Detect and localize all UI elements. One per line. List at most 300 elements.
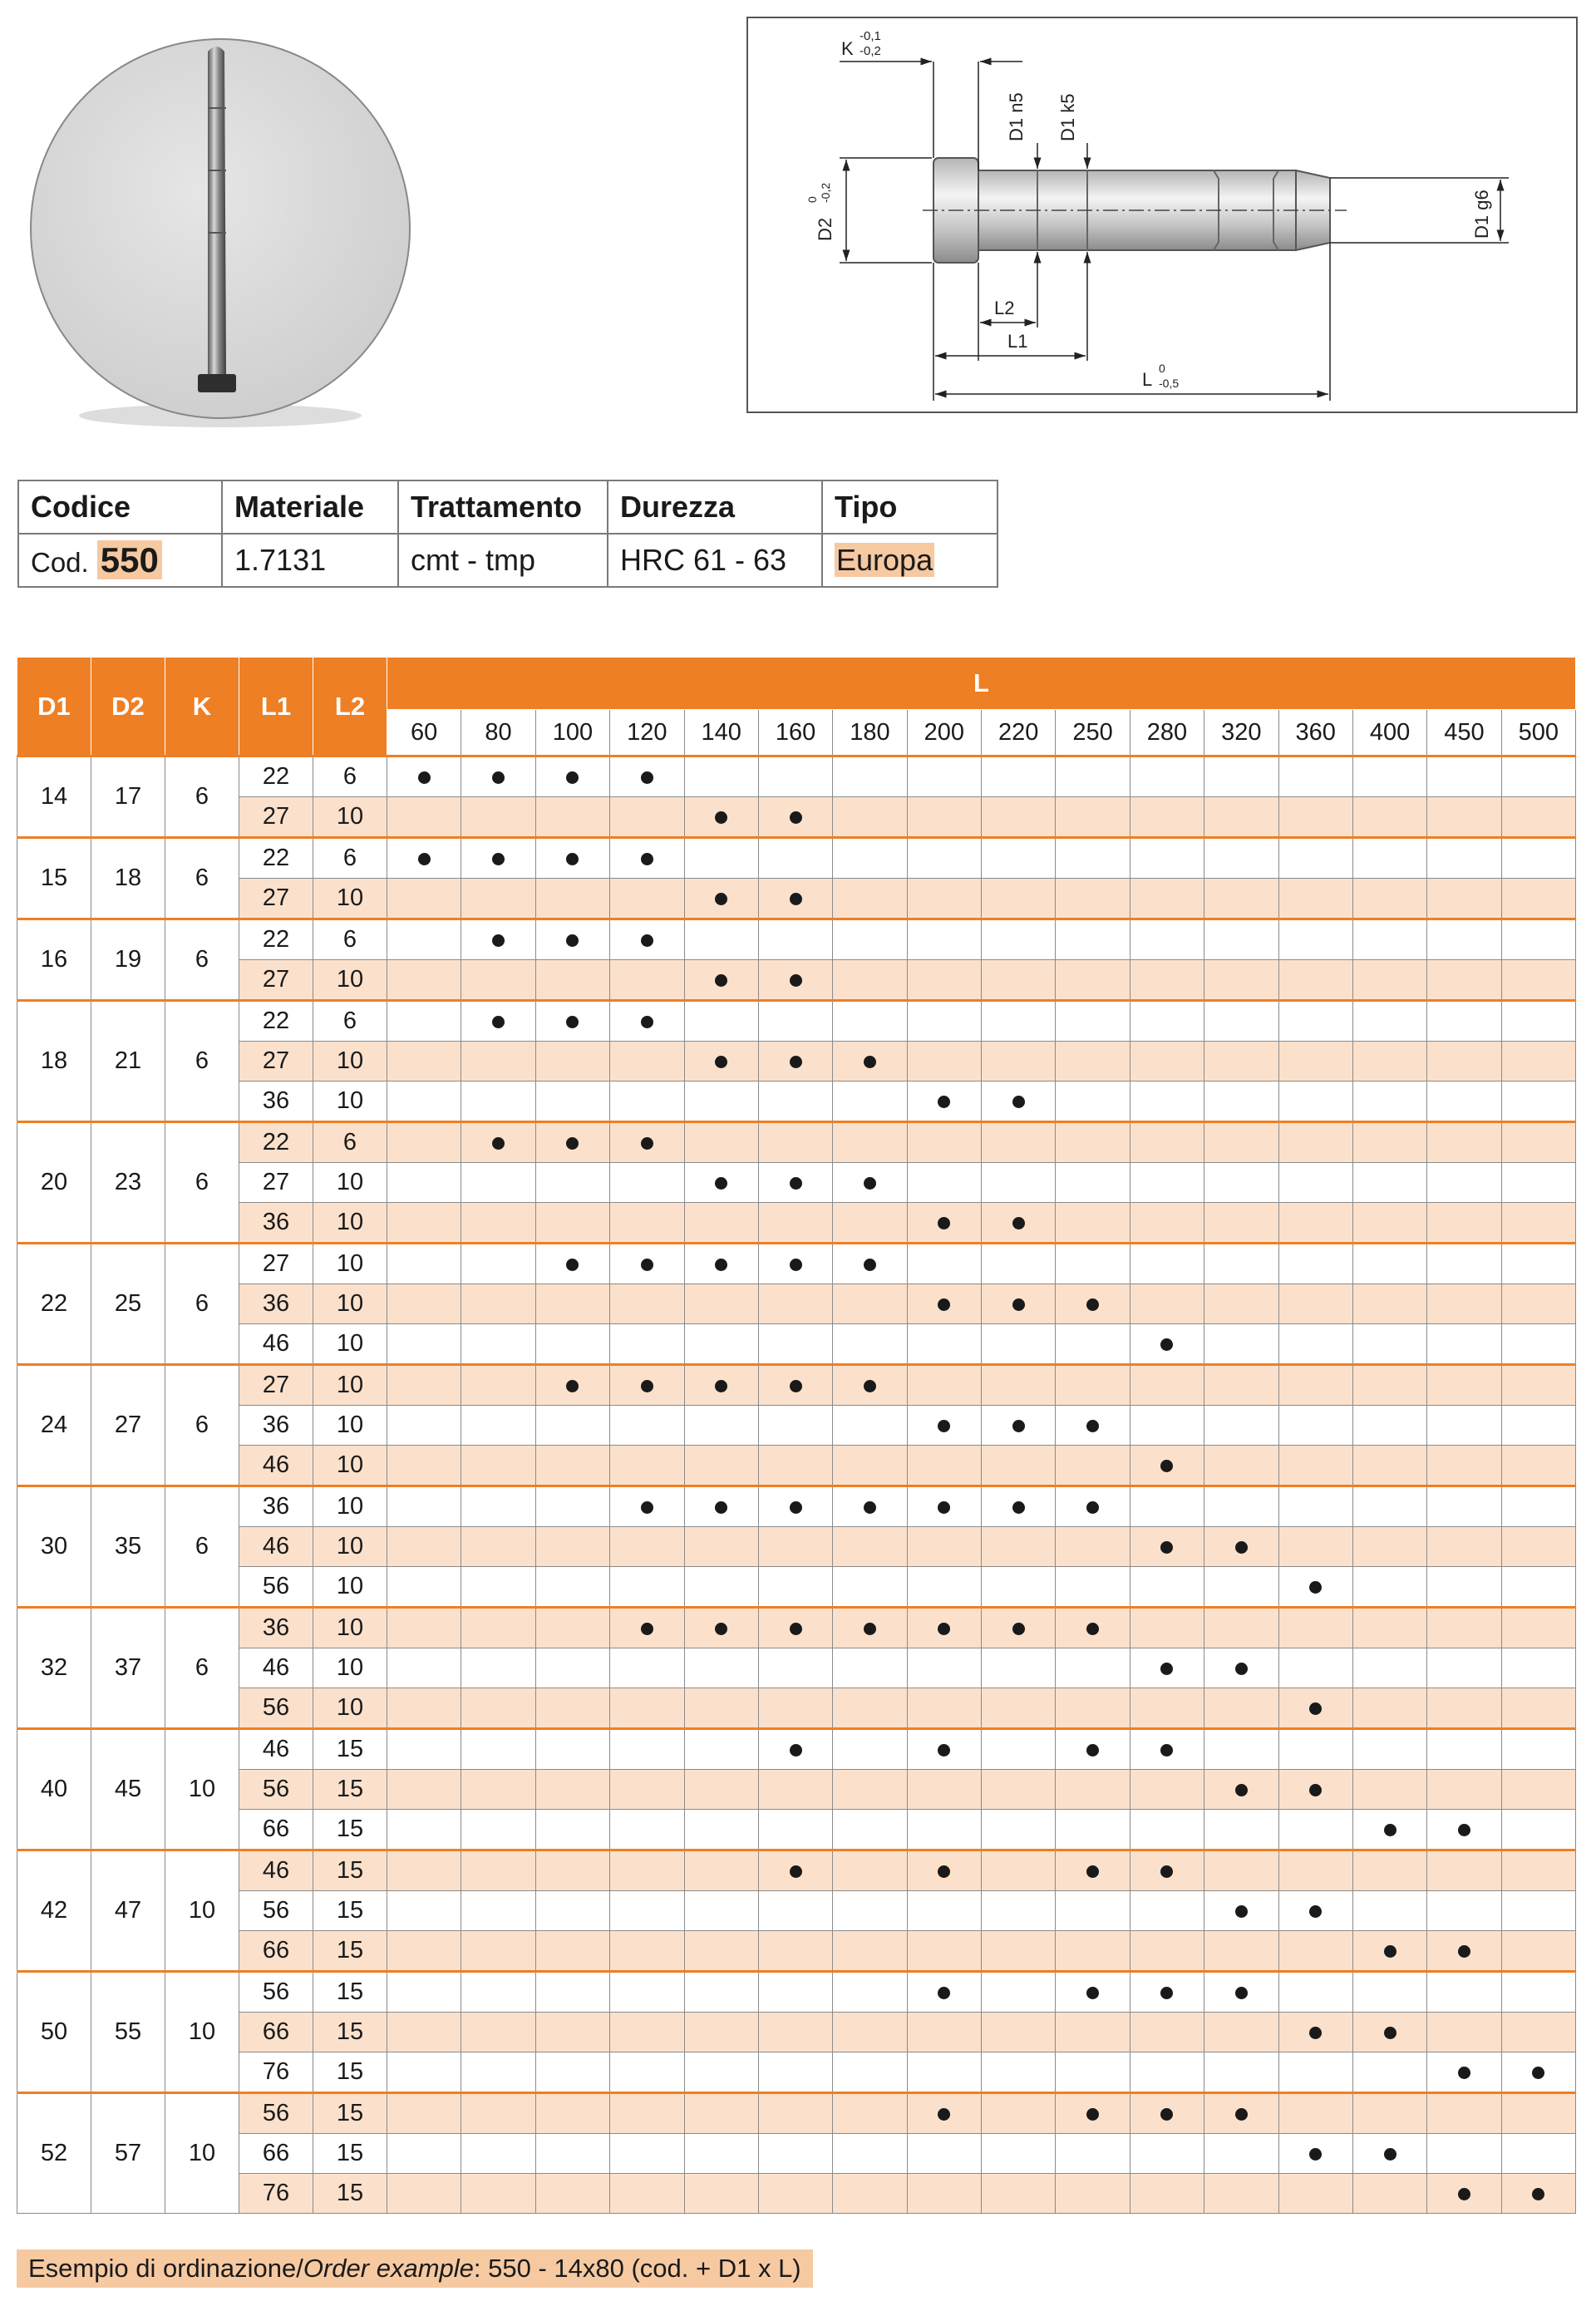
availability-cell	[684, 1244, 758, 1284]
d1-g6-label: D1 g6	[1471, 190, 1492, 239]
availability-cell	[982, 1850, 1056, 1891]
availability-cell	[387, 960, 461, 1001]
availability-cell	[1056, 1486, 1130, 1527]
availability-dot	[1160, 1987, 1173, 1999]
l-value-header: 220	[982, 710, 1056, 756]
availability-dot	[492, 1137, 505, 1150]
availability-cell	[1278, 1406, 1352, 1446]
cell-k: 10	[165, 2093, 239, 2214]
availability-cell	[610, 1810, 684, 1850]
availability-cell	[1278, 1729, 1352, 1770]
l-value-header: 180	[833, 710, 907, 756]
availability-cell	[387, 797, 461, 838]
availability-cell	[610, 1324, 684, 1365]
availability-dot	[492, 853, 505, 865]
availability-cell	[833, 1810, 907, 1850]
availability-cell	[1130, 2174, 1204, 2214]
availability-cell	[535, 960, 609, 1001]
availability-cell	[833, 1972, 907, 2013]
availability-cell	[982, 1082, 1056, 1122]
d1-n5-label: D1 n5	[1006, 92, 1027, 141]
availability-cell	[1278, 1244, 1352, 1284]
cell-l1: 56	[239, 1770, 313, 1810]
availability-cell	[610, 1608, 684, 1648]
cell-l2: 10	[313, 1688, 387, 1729]
cell-k: 6	[165, 1122, 239, 1244]
availability-cell	[758, 1122, 832, 1163]
availability-cell	[1501, 1608, 1575, 1648]
availability-cell	[1427, 1688, 1501, 1729]
availability-dot	[790, 1865, 802, 1878]
availability-cell	[1427, 1122, 1501, 1163]
availability-cell	[387, 1001, 461, 1042]
availability-cell	[535, 756, 609, 797]
availability-dot	[566, 1016, 579, 1028]
cell-l1: 27	[239, 1365, 313, 1406]
availability-dot	[641, 853, 653, 865]
availability-cell	[1204, 1163, 1278, 1203]
cell-l2: 10	[313, 1163, 387, 1203]
cell-l2: 10	[313, 1446, 387, 1486]
availability-cell	[461, 1203, 535, 1244]
availability-cell	[684, 1810, 758, 1850]
availability-cell	[684, 1850, 758, 1891]
availability-cell	[387, 1891, 461, 1931]
col-header-l2: L2	[313, 658, 387, 756]
availability-cell	[1427, 1082, 1501, 1122]
table-row	[17, 879, 1576, 919]
availability-cell	[1204, 1284, 1278, 1324]
availability-cell	[833, 1931, 907, 1972]
d2-label: D2	[815, 217, 835, 241]
availability-cell	[907, 1365, 981, 1406]
table-row	[17, 1608, 1576, 1648]
availability-cell	[982, 879, 1056, 919]
availability-cell	[461, 1486, 535, 1527]
l-value-header: 160	[758, 710, 832, 756]
availability-cell	[1501, 2134, 1575, 2174]
availability-cell	[907, 1122, 981, 1163]
availability-cell	[1056, 756, 1130, 797]
availability-cell	[982, 1001, 1056, 1042]
availability-cell	[982, 1527, 1056, 1567]
availability-cell	[1130, 1688, 1204, 1729]
availability-cell	[1501, 797, 1575, 838]
availability-cell	[610, 1082, 684, 1122]
availability-cell	[1278, 1284, 1352, 1324]
cell-l2: 15	[313, 1729, 387, 1770]
availability-cell	[461, 1365, 535, 1406]
availability-cell	[684, 1648, 758, 1688]
availability-dot	[1458, 1824, 1470, 1836]
availability-cell	[1427, 1486, 1501, 1527]
l-value-header: 120	[610, 710, 684, 756]
cell-l1: 56	[239, 2093, 313, 2134]
availability-cell	[1130, 1648, 1204, 1688]
availability-dot	[566, 1380, 579, 1392]
availability-cell	[907, 1850, 981, 1891]
availability-cell	[1501, 879, 1575, 919]
code-prefix: Cod.	[31, 547, 89, 578]
availability-cell	[1501, 960, 1575, 1001]
availability-dot	[1012, 1217, 1025, 1229]
table-row	[17, 2134, 1576, 2174]
availability-cell	[1352, 1446, 1426, 1486]
availability-cell	[387, 756, 461, 797]
availability-cell	[907, 879, 981, 919]
availability-cell	[610, 1567, 684, 1608]
product-photo	[17, 33, 424, 441]
availability-dot	[864, 1259, 876, 1271]
availability-cell	[610, 1486, 684, 1527]
availability-cell	[387, 2052, 461, 2093]
availability-cell	[461, 756, 535, 797]
availability-dot	[864, 1056, 876, 1068]
availability-cell	[758, 1486, 832, 1527]
availability-cell	[1352, 1931, 1426, 1972]
availability-cell	[1056, 797, 1130, 838]
cell-k: 6	[165, 756, 239, 838]
availability-cell	[1352, 2093, 1426, 2134]
availability-cell	[1501, 1001, 1575, 1042]
cell-d2: 55	[91, 1972, 165, 2093]
availability-cell	[833, 1203, 907, 1244]
availability-cell	[387, 1042, 461, 1082]
availability-cell	[907, 1203, 981, 1244]
availability-cell	[461, 1324, 535, 1365]
availability-cell	[833, 1891, 907, 1931]
availability-cell	[1501, 1203, 1575, 1244]
availability-cell	[461, 1810, 535, 1850]
availability-cell	[535, 1406, 609, 1446]
availability-cell	[982, 2174, 1056, 2214]
table-row	[17, 1324, 1576, 1365]
availability-cell	[982, 1729, 1056, 1770]
availability-cell	[1278, 1486, 1352, 1527]
availability-dot	[938, 1420, 950, 1432]
availability-cell	[1204, 756, 1278, 797]
availability-cell	[758, 1365, 832, 1406]
availability-cell	[1130, 2013, 1204, 2052]
availability-cell	[982, 2134, 1056, 2174]
availability-cell	[1278, 1042, 1352, 1082]
availability-cell	[1204, 1567, 1278, 1608]
availability-cell	[535, 1284, 609, 1324]
table-body	[17, 756, 1576, 2214]
availability-cell	[1204, 1688, 1278, 1729]
availability-cell	[758, 2174, 832, 2214]
availability-cell	[1056, 1891, 1130, 1931]
availability-cell	[1056, 1810, 1130, 1850]
availability-cell	[1352, 838, 1426, 879]
availability-cell	[1427, 879, 1501, 919]
availability-cell	[1501, 1244, 1575, 1284]
availability-cell	[1352, 1608, 1426, 1648]
availability-dot	[1235, 2108, 1248, 2121]
availability-cell	[387, 1163, 461, 1203]
availability-cell	[1501, 2013, 1575, 2052]
availability-cell	[1278, 2013, 1352, 2052]
svg-text:0: 0	[1159, 362, 1165, 375]
availability-dot	[938, 1987, 950, 1999]
availability-cell	[684, 2013, 758, 2052]
availability-cell	[1278, 1810, 1352, 1850]
d1-k5-label: D1 k5	[1057, 93, 1078, 141]
table-row	[17, 1284, 1576, 1324]
l-value-header: 250	[1056, 710, 1130, 756]
availability-cell	[684, 1608, 758, 1648]
availability-cell	[758, 1608, 832, 1648]
availability-cell	[1427, 756, 1501, 797]
availability-cell	[1056, 2013, 1130, 2052]
cell-d1: 32	[17, 1608, 91, 1729]
availability-cell	[982, 1163, 1056, 1203]
availability-cell	[1130, 1244, 1204, 1284]
availability-cell	[1278, 1365, 1352, 1406]
availability-cell	[684, 2093, 758, 2134]
cell-d1: 16	[17, 919, 91, 1001]
availability-cell	[758, 1931, 832, 1972]
availability-cell	[387, 1284, 461, 1324]
availability-cell	[684, 1284, 758, 1324]
availability-cell	[1056, 1850, 1130, 1891]
availability-cell	[1056, 2134, 1130, 2174]
availability-cell	[1352, 2052, 1426, 2093]
availability-cell	[1056, 879, 1130, 919]
availability-cell	[684, 2174, 758, 2214]
availability-cell	[1056, 1042, 1130, 1082]
availability-dot	[1458, 1945, 1470, 1958]
k-dimension-label: K	[841, 38, 854, 59]
availability-cell	[1427, 1163, 1501, 1203]
cell-l1: 46	[239, 1850, 313, 1891]
availability-cell	[684, 1122, 758, 1163]
availability-cell	[535, 1486, 609, 1527]
availability-cell	[535, 1122, 609, 1163]
availability-cell	[610, 1688, 684, 1729]
availability-cell	[1204, 1931, 1278, 1972]
availability-cell	[387, 1688, 461, 1729]
cell-l1: 22	[239, 756, 313, 797]
availability-dot	[790, 1056, 802, 1068]
availability-cell	[610, 2052, 684, 2093]
cell-d2: 19	[91, 919, 165, 1001]
cell-l1: 46	[239, 1648, 313, 1688]
availability-cell	[982, 1972, 1056, 2013]
availability-dot	[715, 1056, 727, 1068]
cell-l1: 56	[239, 1972, 313, 2013]
availability-cell	[1352, 1850, 1426, 1891]
availability-cell	[1501, 1810, 1575, 1850]
availability-cell	[1130, 1001, 1204, 1042]
availability-cell	[610, 1527, 684, 1567]
availability-cell	[461, 1042, 535, 1082]
availability-cell	[1501, 1648, 1575, 1688]
availability-dot	[1160, 2108, 1173, 2121]
availability-cell	[535, 1567, 609, 1608]
availability-dot	[790, 811, 802, 824]
cell-k: 10	[165, 1850, 239, 1972]
availability-cell	[1204, 1648, 1278, 1688]
availability-cell	[535, 1324, 609, 1365]
availability-dot	[1384, 1945, 1396, 1958]
availability-cell	[1352, 1163, 1426, 1203]
availability-cell	[535, 879, 609, 919]
availability-cell	[1501, 1770, 1575, 1810]
cell-l1: 22	[239, 1001, 313, 1042]
cell-d1: 40	[17, 1729, 91, 1850]
cell-d1: 20	[17, 1122, 91, 1244]
cell-l2: 10	[313, 1648, 387, 1688]
availability-dot	[1086, 1987, 1099, 1999]
availability-cell	[1352, 1486, 1426, 1527]
availability-cell	[1130, 2052, 1204, 2093]
availability-dot	[1086, 1865, 1099, 1878]
table-row	[17, 2013, 1576, 2052]
availability-cell	[610, 1244, 684, 1284]
availability-cell	[1204, 2093, 1278, 2134]
availability-cell	[1056, 1770, 1130, 1810]
availability-cell	[758, 1324, 832, 1365]
availability-cell	[1427, 1527, 1501, 1567]
availability-cell	[1204, 1042, 1278, 1082]
availability-cell	[535, 1042, 609, 1082]
cell-l2: 10	[313, 1608, 387, 1648]
availability-cell	[610, 1042, 684, 1082]
trattamento-value: cmt - tmp	[398, 534, 608, 587]
availability-cell	[387, 2174, 461, 2214]
availability-cell	[1427, 2134, 1501, 2174]
availability-cell	[684, 1365, 758, 1406]
availability-cell	[387, 1729, 461, 1770]
cell-l2: 10	[313, 1284, 387, 1324]
availability-cell	[1278, 2052, 1352, 2093]
cell-d2: 23	[91, 1122, 165, 1244]
availability-cell	[758, 1891, 832, 1931]
availability-cell	[1056, 1001, 1130, 1042]
availability-cell	[1427, 1729, 1501, 1770]
availability-cell	[610, 1122, 684, 1163]
availability-cell	[982, 1810, 1056, 1850]
cell-l2: 15	[313, 2052, 387, 2093]
availability-cell	[907, 1001, 981, 1042]
cell-k: 10	[165, 1729, 239, 1850]
cell-l2: 15	[313, 1810, 387, 1850]
availability-cell	[684, 1203, 758, 1244]
cell-l1: 56	[239, 1688, 313, 1729]
cell-l2: 15	[313, 1770, 387, 1810]
availability-dot	[1012, 1298, 1025, 1311]
availability-dot	[1086, 1420, 1099, 1432]
svg-text:-0,2: -0,2	[819, 182, 832, 203]
availability-cell	[1130, 2093, 1204, 2134]
availability-cell	[1278, 756, 1352, 797]
col-header-l1: L1	[239, 658, 313, 756]
availability-cell	[387, 1972, 461, 2013]
availability-dot	[715, 1177, 727, 1190]
availability-cell	[833, 1446, 907, 1486]
availability-cell	[535, 1365, 609, 1406]
availability-cell	[461, 2134, 535, 2174]
availability-cell	[833, 1324, 907, 1365]
cell-l1: 46	[239, 1446, 313, 1486]
availability-cell	[387, 1931, 461, 1972]
availability-cell	[907, 960, 981, 1001]
availability-cell	[461, 1972, 535, 2013]
l-value-header: 140	[684, 710, 758, 756]
availability-cell	[907, 1891, 981, 1931]
availability-cell	[907, 2052, 981, 2093]
availability-cell	[610, 1163, 684, 1203]
availability-cell	[684, 1446, 758, 1486]
cell-l2: 10	[313, 1324, 387, 1365]
availability-cell	[1130, 1324, 1204, 1365]
availability-cell	[1427, 1042, 1501, 1082]
availability-cell	[1278, 1446, 1352, 1486]
table-row	[17, 1486, 1576, 1527]
availability-dot	[1012, 1420, 1025, 1432]
cell-l1: 22	[239, 1122, 313, 1163]
cell-l1: 27	[239, 1042, 313, 1082]
availability-cell	[1501, 1082, 1575, 1122]
availability-dot	[492, 771, 505, 784]
availability-cell	[1501, 1527, 1575, 1567]
availability-cell	[610, 960, 684, 1001]
availability-cell	[982, 960, 1056, 1001]
cell-k: 6	[165, 1486, 239, 1608]
availability-cell	[387, 1203, 461, 1244]
availability-cell	[535, 2093, 609, 2134]
availability-cell	[1130, 1486, 1204, 1527]
cell-l2: 10	[313, 1406, 387, 1446]
availability-cell	[1056, 2052, 1130, 2093]
availability-cell	[461, 1648, 535, 1688]
availability-cell	[535, 1850, 609, 1891]
availability-cell	[1427, 2013, 1501, 2052]
availability-cell	[758, 1648, 832, 1688]
availability-cell	[535, 1729, 609, 1770]
availability-cell	[461, 1527, 535, 1567]
cell-l2: 15	[313, 1891, 387, 1931]
cell-l2: 6	[313, 756, 387, 797]
availability-dot	[864, 1501, 876, 1514]
availability-cell	[1352, 1406, 1426, 1446]
cell-l1: 46	[239, 1324, 313, 1365]
availability-cell	[1056, 1648, 1130, 1688]
availability-cell	[1130, 1770, 1204, 1810]
availability-cell	[684, 756, 758, 797]
availability-cell	[387, 1770, 461, 1810]
availability-cell	[1278, 1770, 1352, 1810]
availability-cell	[1278, 1567, 1352, 1608]
table-row	[17, 1850, 1576, 1891]
availability-cell	[1204, 1608, 1278, 1648]
table-row	[17, 2174, 1576, 2214]
availability-cell	[1130, 1406, 1204, 1446]
availability-cell	[907, 1972, 981, 2013]
availability-cell	[1056, 2093, 1130, 2134]
availability-dot	[1160, 1744, 1173, 1757]
availability-cell	[1352, 1891, 1426, 1931]
availability-cell	[684, 1001, 758, 1042]
availability-cell	[833, 2134, 907, 2174]
availability-dot	[1309, 2148, 1322, 2161]
availability-cell	[1130, 1082, 1204, 1122]
availability-cell	[1204, 1446, 1278, 1486]
availability-dot	[641, 1501, 653, 1514]
availability-cell	[758, 1850, 832, 1891]
availability-cell	[1501, 2052, 1575, 2093]
